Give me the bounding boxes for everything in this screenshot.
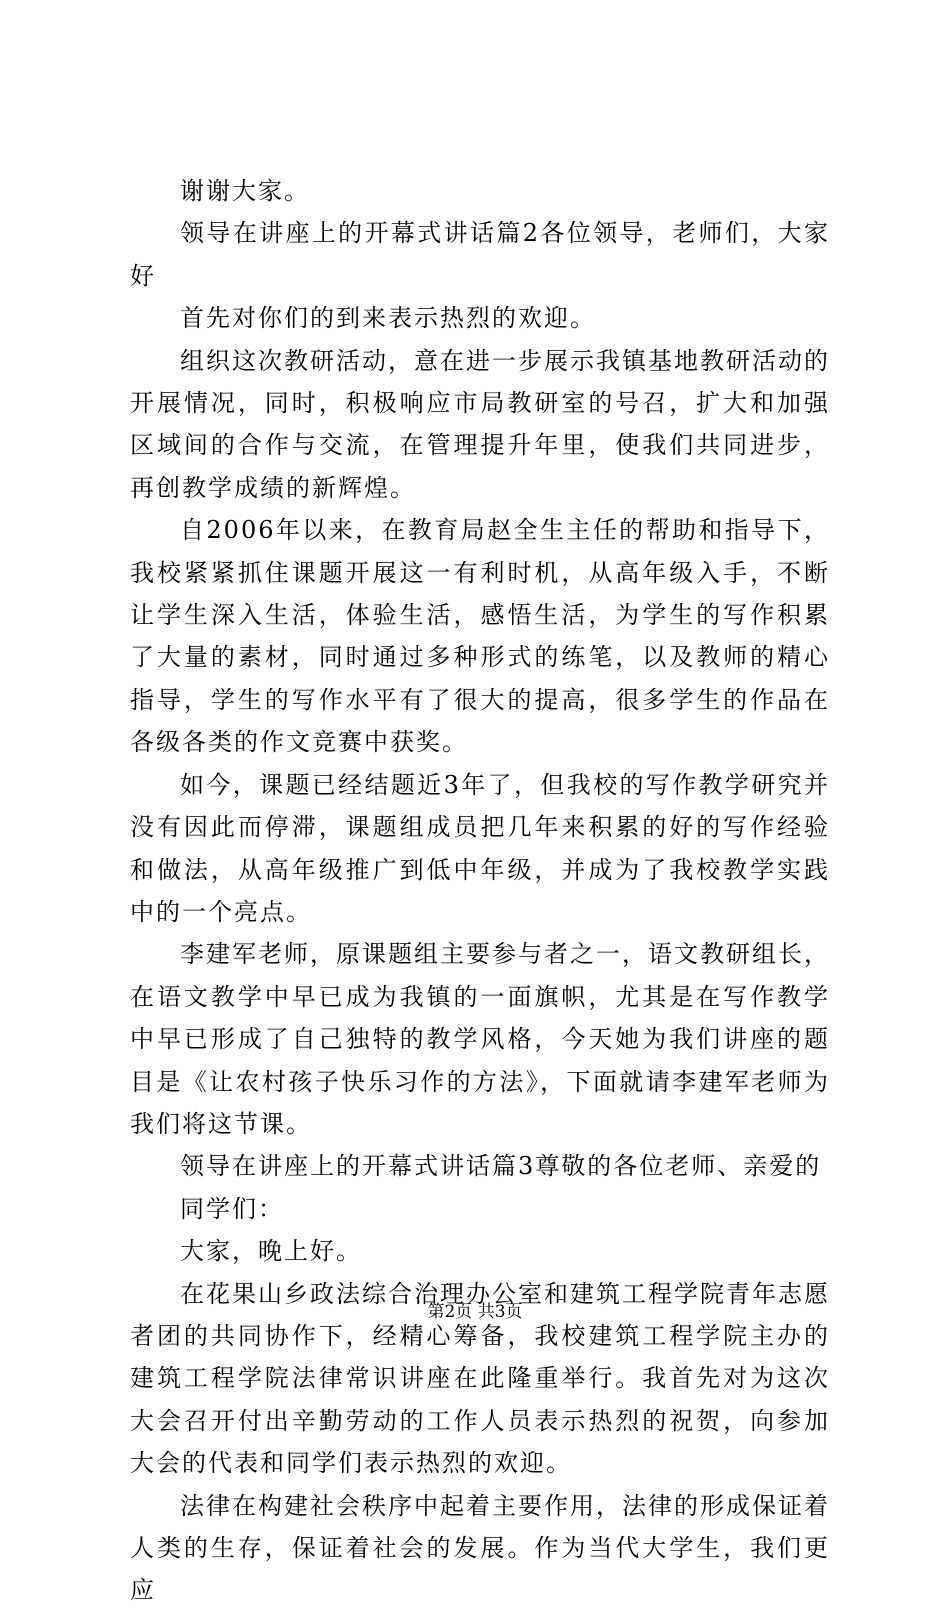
paragraph: 自2006年以来，在教育局赵全生主任的帮助和指导下，我校紧紧抓住课题开展这一有利时机，从高年级入手，不断让学生深入生活，体验生活，感悟生活，为学生的写作积累了大量的素材，同时通过多种形式的练笔，以及教师的精心指导，学生的写作水平有了很大的提高，很多学生的作品在各级各类的作文竞赛中获奖。 <box>130 516 830 757</box>
paragraph: 在花果山乡政法综合治理办公室和建筑工程学院青年志愿者团的共同协作下，经精心筹备，我校建筑工程学院主办的建筑工程学院法律常识讲座在此隆重举行。我首先对为这次大会召开付出辛勤劳动的工作人员表示热烈的祝贺，向参加大会的代表和同学们表示热烈的欢迎。 <box>130 1279 830 1478</box>
paragraph: 如今，课题已经结题近3年了，但我校的写作教学研究并没有因此而停滞，课题组成员把几年来积累的好的写作经验和做法，从高年级推广到低中年级，并成为了我校教学实践中的一个亮点。 <box>130 770 830 926</box>
paragraph: 大家，晚上好。 <box>180 1237 362 1266</box>
paragraph: 首先对你们的到来表示热烈的欢迎。 <box>180 304 596 333</box>
paragraph: 领导在讲座上的开幕式讲话篇3尊敬的各位老师、亲爱的 <box>180 1152 822 1181</box>
paragraph: 谢谢大家。 <box>180 177 310 205</box>
page-footer <box>0 1300 950 1324</box>
page-number: 第2页 共3页 <box>427 1302 523 1322</box>
paragraph: 组织这次教研活动，意在进一步展示我镇基地教研活动的开展情况，同时，积极响应市局教研室的号召，扩大和加强区域间的合作与交流，在管理提升年里，使我们共同进步，再创教学成绩的新辉煌。 <box>130 346 830 502</box>
document-body <box>130 170 830 1612</box>
paragraph: 领导在讲座上的开幕式讲话篇2各位领导，老师们，大家好 <box>130 219 830 290</box>
paragraph: 李建军老师，原课题组主要参与者之一，语文教研组长，在语文教学中早已成为我镇的一面旗帜，尤其是在写作教学中早已形成了自己独特的教学风格，今天她为我们讲座的题目是《让农村孩子快乐习作的方法》，下面就请李建军老师为我们将这节课。 <box>130 940 830 1138</box>
paragraph: 同学们： <box>180 1194 284 1223</box>
paragraph: 法律在构建社会秩序中起着主要作用，法律的形成保证着人类的生存，保证着社会的发展。作为当代大学生，我们更应 <box>130 1491 830 1605</box>
